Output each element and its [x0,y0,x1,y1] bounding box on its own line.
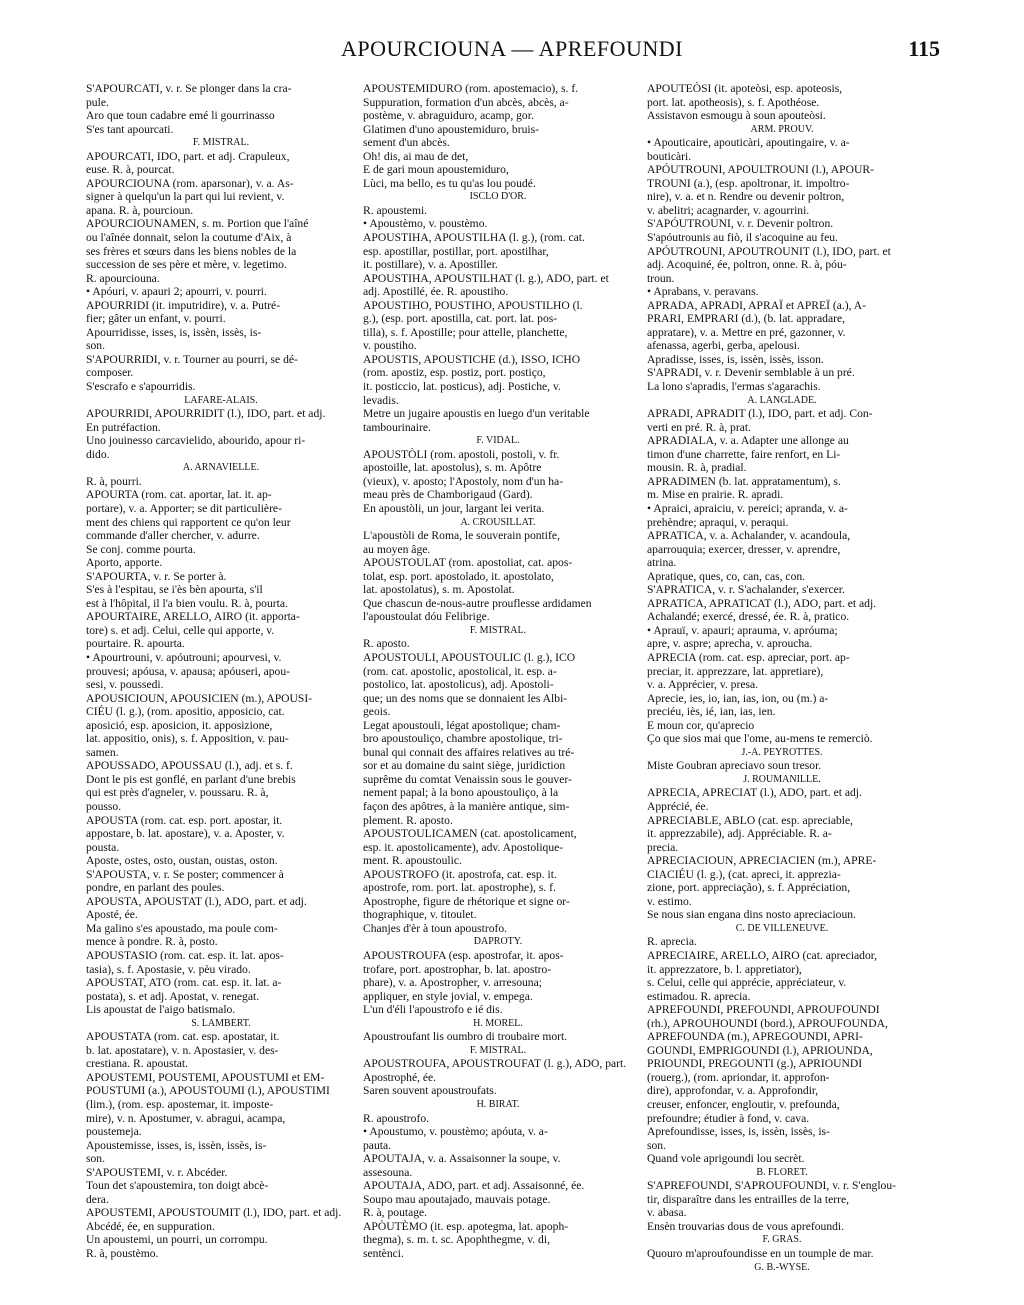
entry-line: l'apoustoulat dóu Felibrige. [363,610,490,624]
entry-line: postata), s. et adj. Apostat, v. renegat. [86,989,260,1003]
entry-line: En putréfaction. [86,420,161,434]
entry-line: E moun cor, qu'aprecio [647,718,755,732]
entry-line: mire), v. n. Apostumer, v. abragui, acampa, [86,1111,286,1125]
entry-line: R. à, poustèmo. [86,1247,159,1261]
entry-line: APOUSSADO, APOUSSAU (l.), adj. et s. f. [86,759,293,773]
entry-line: tir, disparaître dans les entrailles de la terre, [647,1192,850,1206]
entry-line: suprême du comtat Venaissin sous le gouver- [363,772,572,786]
entry-line: Aporto, apporte. [86,556,163,570]
entry-line: APOUSTOULAT (rom. apostoliat, cat. apos- [363,556,573,570]
entry-line: thographique, v. titoulet. [363,908,477,922]
entry-line: Apoustroufant lis oumbro di troubaire mort. [363,1030,568,1044]
entry-line: pourtaire. R. apourta. [86,637,185,651]
entry-line: APOUSTROUFA (esp. apostrofar, it. apos- [363,949,564,962]
entry-line: prouvesi; apóusa, v. apausa; apóuseri, apou- [86,664,291,678]
entry-line: S'APOURRIDI, v. r. Tourner au pourri, se dé- [86,352,298,366]
entry-line: E de gari moun apoustemiduro, [363,163,509,177]
entry-line: apostrofe, rom. port. lat. apostrophe), s. f. [363,881,556,895]
entry-line: apana. R. à, pourcioun. [86,203,194,217]
entry-line: tolat, esp. port. apostolado, it. apostolato, [363,569,554,583]
entry-line: poustemeja. [86,1125,142,1139]
entry-line: Ensèn trouvarias dous de vous aprefoundi. [647,1219,845,1233]
entry-line: trofare, port. apostrophar, b. lat. apostro- [363,962,552,976]
entry-line: R. aprecia. [647,935,697,949]
entry-line: S'APREFOUNDI, S'APROUFOUNDI, v. r. S'englou- [647,1179,897,1193]
entry-line: Abcédé, ée, en suppuration. [86,1219,215,1233]
entry-line: CIACIÉU (l. g.), (cat. apreci, it. apprezia- [647,867,841,881]
entry-line: APOUSTAT, ATO (rom. cat. esp. it. lat. a- [86,976,282,990]
entry-line: F. MISTRAL. [469,624,527,636]
entry-line: • Aprauï, v. apauri; aprauma, v. apróuma; [647,623,838,637]
entry-line: J. ROUMANILLE. [743,773,821,785]
entry-line: verti en pré. R. à, prat. [647,420,751,434]
entry-line: (rh.), APROUHOUNDI (bord.), APROUFOUNDA, [647,1016,888,1030]
entry-line: • Apoustumo, v. poustèmo; apóuta, v. a- [363,1125,548,1139]
entry-line: v. poustiho. [363,339,417,353]
entry-line: tambourinaire. [363,420,431,434]
entry-line: APOUTAJA, v. a. Assaisonner la soupe, v. [363,1152,561,1166]
entry-line: esp. apostillar, postillar, port. apostilhar, [363,244,549,258]
entry-line: PRIOUNDI, PREGOUNTI (g.), APRIOUNDI [647,1057,863,1071]
entry-line: Soupo mau apoutajado, mauvais potage. [363,1192,551,1206]
entry-line: preciar, it. apprezzare, lat. appretiare), [647,664,824,678]
entry-line: mousin. R. à, pradial. [647,461,747,475]
entry-line: (rom. apostiz, esp. postiz, port. postiço, [363,366,546,380]
entry-line: APÓUTROUNI, APOULTROUNI (l.), APOUR- [647,163,874,177]
entry-line: La lono s'apradis, l'ermas s'agarachis. [647,380,821,394]
entry-line: Que chascun de-nous-autre prouflesse ardidamen [363,596,592,610]
entry-line: APOUSTROFO (it. apostrofa, cat. esp. it. [363,867,557,881]
entry-line: it. apprezzatore, b. l. appretiator), [647,962,802,976]
entry-line: fier; gâter un enfant, v. pourri. [86,312,226,326]
entry-line: (lim.), (rom. esp. apostemar, it. imposte- [86,1098,274,1112]
entry-line: levadis. [363,393,399,407]
entry-line: J.-A. PEYROTTES. [741,746,823,758]
entry-line: it. posticcio, lat. posticus), adj. Postiche, v. [363,380,561,394]
entry-line: G. B.-WYSE. [754,1261,810,1273]
entry-line: apre, v. aspre; aprecha, v. aproucha. [647,637,813,651]
entry-line: LAFARE-ALAIS. [184,394,258,406]
entry-line: creuser, enfoncer, engloutir, v. prefounda, [647,1098,840,1112]
entry-line: Ço que sios mai que l'ome, au-mens te remerciò. [647,732,873,746]
entry-line: DAPROTY. [473,936,523,948]
entry-line: C. DE VILLENEUVE. [735,922,829,934]
entry-line: S'es tant apourcati. [86,122,174,136]
entry-line: L'un d'éli l'apoustrofo e ié dis. [363,1003,503,1017]
entry-line: S'es à l'espitau, se i'ès bèn apourta, s'il [86,583,263,597]
entry-line: H. BIRAT. [476,1099,520,1111]
entry-line: precia. [647,840,679,854]
entry-line: Apratique, ques, co, can, cas, con. [647,569,806,583]
entry-line: Quand vole aprigoundi lou secrèt. [647,1152,805,1166]
entry-line: S'apóutrounis au fiò, il s'acoquine au feu. [647,231,838,245]
entry-line: • Apourtrouni, v. apóutrouni; apourvesi, v. [86,650,282,664]
entry-line: L'apoustòli de Roma, le souverain pontife, [363,529,560,543]
entry-line: H. MOREL. [473,1017,523,1029]
entry-line: Ma galino s'es apoustado, ma poule com- [86,921,278,935]
entry-line: APOURCATI, IDO, part. et adj. Crapuleux, [86,149,290,163]
column-left [86,82,356,1261]
column-right [647,82,917,1274]
entry-line: sesi, v. poussedi. [86,678,164,692]
entry-line: nire), v. a. et n. Rendre ou devenir poltron, [647,190,845,204]
entry-line: CIÉU (l. g.), (rom. apositio, apposicio, cat. [86,705,285,719]
entry-line: S'APOURTA, v. r. Se porter à. [86,569,227,583]
entry-line: Apprécié, ée. [647,799,709,813]
entry-line: troun. [647,271,675,285]
entry-line: Lùci, ma bello, es tu qu'as lou poudé. [363,176,536,190]
entry-line: façon des apôtres, à la manière antique, sim- [363,799,570,813]
entry-line: Apradisse, isses, is, issèn, issès, isson. [647,352,824,366]
entry-line: APOUSTA, APOUSTAT (l.), ADO, part. et adj. [86,894,307,908]
entry-line: APÓUTROUNI, APOUTROUNIT (l.), IDO, part. et [647,244,891,258]
entry-line: afenassa, agerbi, gerba, apelousi. [647,339,800,353]
entry-line: estimadou. R. aprecia. [647,989,751,1003]
entry-line: qui est près d'agneler, v. poussaru. R. à, [86,786,269,800]
entry-line: APRECIA, APRECIAT (l.), ADO, part. et adj. [647,786,862,800]
entry-line: Apourridisse, isses, is, issèn, issès, is- [86,325,262,339]
entry-line: m. Mise en prairie. R. apradi. [647,488,784,502]
entry-line: APRATICA, v. a. Achalander, v. acandoula, [647,529,851,543]
entry-line: APOURTA (rom. cat. aportar, lat. it. ap- [86,488,272,502]
entry-line: • Aprabans, v. peravans. [647,285,759,299]
entry-line: thegma), s. m. t. sc. Apophthegme, v. di, [363,1233,550,1247]
entry-line: R. apourciouna. [86,271,160,285]
entry-line: A. LANGLADE. [747,394,817,406]
entry-line: R. apoustemi. [363,203,428,217]
entry-line: phare), v. a. Apostropher, v. arresouna; [363,976,542,990]
entry-line: it. apprezzabile), adj. Appréciable. R. a- [647,827,832,841]
entry-line: son. [647,1138,667,1152]
entry-line: (vieux), v. aposto; l'Apostoly, nom d'un ha- [363,474,564,488]
entry-line: sement d'un abcès. [363,136,450,150]
entry-line: APOUSTÒLI (rom. apostoli, postoli, v. fr. [363,447,560,461]
entry-line: Assistavon esmougu à soun apouteòsi. [647,109,826,123]
entry-line: APRECIAIRE, ARELLO, AIRO (cat. apreciador, [647,949,878,962]
entry-line: tasia), s. f. Apostasie, v. pèu virado. [86,962,251,976]
entry-line: S'APRADI, v. r. Devenir semblable à un pré. [647,366,855,380]
entry-line: b. lat. apostatare), v. n. Apostasier, v. des- [86,1043,279,1057]
entry-line: Quouro m'aproufoundisse en un toumple de mar. [647,1247,874,1261]
entry-line: esp. it. apostolicamente), adv. Apostolique- [363,840,564,854]
entry-line: R. apoustrofo. [363,1111,430,1125]
entry-line: Metre un jugaire apoustis en luego d'un veritable [363,407,590,421]
entry-line: Apostrophé, ée. [363,1070,437,1084]
entry-line: aparrouquia; exercer, dresser, v. aprendre, [647,542,841,556]
entry-line: F. MISTRAL. [192,137,250,149]
entry-line: v. abelitri; acagnarder, v. agourrini. [647,203,810,217]
entry-line: euse. R. à, pourcat. [86,163,175,177]
entry-line: est à l'hôpital, il l'a bien voulu. R. à, pourta. [86,596,288,610]
column-middle [363,82,633,1261]
entry-line: F. VIDAL. [476,435,520,447]
entry-line: En apoustòli, un jour, largant lei verita. [363,501,545,515]
entry-line: APRADIALA, v. a. Adapter une allonge au [647,434,849,448]
entry-line: TROUNI (a.), (esp. apoltronar, it. impoltro- [647,176,850,190]
entry-line: APOURRIDI (it. imputridire), v. a. Putré- [86,298,281,312]
entry-line: plement. R. aposto. [363,813,453,827]
entry-line: APREFOUNDA (m.), APREGOUNDI, APRI- [647,1030,863,1044]
page-header [84,36,940,66]
entry-line: APOURRIDI, APOURRIDIT (l.), IDO, part. et adj. [86,407,326,421]
entry-line: dera. [86,1192,109,1206]
entry-line: APOUSTATA (rom. cat. esp. apostatar, it. [86,1030,280,1044]
entry-line: A. CROUSILLAT. [460,516,536,528]
entry-line: APOURTAIRE, ARELLO, AIRO (it. apporta- [86,610,300,624]
entry-line: tore) s. et adj. Celui, celle qui apporte, v. [86,623,275,637]
entry-line: commande d'aller chercher, v. adurre. [86,529,260,543]
running-title: APOURCIOUNA — APREFOUNDI [340,36,684,61]
entry-line: s. Celui, celle qui apprécie, appréciateur, v. [647,976,847,990]
entry-line: APRADA, APRADI, APRAÏ et APREÏ (a.), A- [647,298,867,312]
entry-line: POUSTUMI (a.), APOUSTOUMI (l.), APOUSTIMI [86,1084,330,1098]
entry-line: timon d'une charrette, faire renfort, en Li- [647,447,841,461]
entry-line: au moyen âge. [363,542,431,556]
entry-line: adj. Acoquiné, ée, poltron, onne. R. à, póu- [647,258,847,272]
entry-line: son. [86,339,106,353]
entry-line: Dont le pis est gonflé, en parlant d'une brebis [86,772,296,786]
entry-line: ment des chiens qui rapportent ce qu'on leur [86,515,291,529]
entry-line: F. GRAS. [762,1234,802,1246]
entry-line: APOUSTASIO (rom. cat. esp. it. lat. apos- [86,949,284,962]
entry-line: S'APOUSTA, v. r. Se poster; commencer à [86,867,284,881]
entry-line: tilla), s. f. Apostille; pour attelle, planchette, [363,325,568,339]
entry-line: Lis apoustat de l'aigo batismalo. [86,1003,236,1017]
entry-line: • Apraici, apraiciu, v. pereici; apranda, v. a- [647,501,848,515]
entry-line: S'escrafo e s'apourridis. [86,380,196,394]
entry-line: APOUSTIS, APOUSTICHE (d.), ISSO, ICHO [363,352,581,366]
entry-line: atrina. [647,556,677,570]
entry-line: apostoille, lat. apostolus), s. m. Apôtre [363,461,542,475]
entry-line: composer. [86,366,134,380]
entry-line: R. aposto. [363,637,410,651]
entry-line: ment. R. apoustoulic. [363,854,462,868]
entry-line: • Apóuri, v. apauri 2; apourri, v. pourri. [86,285,267,299]
entry-line: postème, v. abraguiduro, acamp, gor. [363,109,534,123]
entry-line: Un apoustemi, un pourri, un corrompu. [86,1233,268,1247]
entry-line: APOUSTEMI, APOUSTOUMIT (l.), IDO, part. et adj. [86,1206,342,1220]
entry-line: Miste Goubran apreciavo soun tresor. [647,759,822,773]
entry-line: APOUSTIHA, APOUSTILHA (l. g.), (rom. cat. [363,231,585,245]
entry-line: bouticàri. [647,149,692,163]
entry-line: Aposté, ée. [86,908,138,922]
entry-line: APRECIACIOUN, APRECIACIEN (m.), APRE- [647,854,877,868]
entry-line: S'APOURCATI, v. r. Se plonger dans la cra- [86,82,292,95]
entry-line: appliquer, en style jovial, v. empega. [363,989,533,1003]
entry-line: prehèndre; apraqui, v. peraqui. [647,515,789,529]
entry-line: adj. Apostillé, ée. R. apoustiho. [363,285,509,299]
entry-line: PRARI, EMPRARI (d.), (b. lat. appradare, [647,312,846,326]
entry-line: APRADI, APRADIT (l.), IDO, part. et adj. Con- [647,407,873,421]
entry-line: APRECIA (rom. cat. esp. apreciar, port. ap- [647,650,850,664]
entry-line: APOUSTOULI, APOUSTOULIC (l. g.), ICO [363,650,576,664]
entry-line: signer à quelqu'un la part qui lui revient, v. [86,190,285,204]
entry-line: ses frères et sœurs dans les biens nobles de la [86,244,297,258]
entry-line: S'APRATICA, v. r. S'achalander, s'exercer. [647,583,845,597]
entry-line: Apoustemisse, isses, is, issèn, issès, is- [86,1138,267,1152]
entry-line: pondre, en parlant des poules. [86,881,225,895]
entry-line: A. ARNAVIELLE. [182,462,260,474]
entry-line: • Apoustèmo, v. poustèmo. [363,217,488,231]
entry-line: GOUNDI, EMPRIGOUNDI (l.), APRIOUNDA, [647,1043,873,1057]
entry-line: zione, port. appreciação), s. f. Appréciation, [647,881,851,895]
entry-line: Achalandé; exercé, dressé, ée. R. à, pratico. [647,610,850,624]
entry-line: (rom. cat. apostolic, apostolical, it. esp. a- [363,664,557,678]
entry-line: v. estimo. [647,894,692,908]
entry-line: ISCLO D'OR. [469,191,527,203]
entry-line: son. [86,1152,106,1166]
entry-line: Oh! dis, ai mau de det, [363,149,469,163]
entry-line: Aposte, ostes, osto, oustan, oustas, oston. [86,854,278,868]
entry-line: mence à pondre. R. à, posto. [86,935,218,949]
entry-line: (rouerg.), (rom. apriondar, it. approfon- [647,1070,830,1084]
entry-line: APOUTAJA, ADO, part. et adj. Assaisonné, ée. [363,1179,585,1193]
entry-line: APOUSTA (rom. cat. esp. port. apostar, it. [86,813,283,827]
entry-line: APOURCIOUNA (rom. aparsonar), v. a. As- [86,176,294,190]
entry-line: preciéu, iès, ié, ian, ias, ien. [647,705,776,719]
entry-line: lat. appositio, onis), s. f. Apposition, v. pau- [86,732,289,746]
entry-line: assesouna. [363,1165,413,1179]
entry-line: B. FLORET. [756,1166,808,1178]
entry-line: APRADIMEN (b. lat. appratamentum), s. [647,474,841,488]
entry-line: APOUSTIHA, APOUSTILHAT (l. g.), ADO, part. et [363,271,609,285]
entry-line: Apostrophe, figure de rhétorique et signe or- [363,894,570,908]
entry-line: R. à, pourri. [86,474,142,488]
entry-line: APOUSTIHO, POUSTIHO, APOUSTILHO (l. [363,298,583,312]
entry-line: Uno jouinesso carcavielido, abourido, apour ri- [86,434,306,448]
entry-line: APOUSTROUFA, APOUSTROUFAT (l. g.), ADO, part. [363,1057,627,1071]
entry-line: ou l'aînée donnait, selon la coutume d'Aix, à [86,231,292,245]
entry-line: R. à, poutage. [363,1206,428,1220]
entry-line: pule. [86,95,109,109]
entry-line: aposició, esp. aposicion, it. apposizione, [86,718,273,732]
entry-line: Se conj. comme pourta. [86,542,196,556]
entry-line: pousso. [86,799,122,813]
entry-line: S'APÓUTROUNI, v. r. Devenir poltron. [647,217,834,231]
entry-line: S'APOUSTEMI, v. r. Abcéder. [86,1165,228,1179]
entry-line: Toun det s'apoustemira, ton doigt abcè- [86,1179,269,1193]
entry-line: Aro que toun cadabre emé li gourrinasso [86,109,275,123]
entry-line: Aprefoundisse, isses, is, issèn, issès, is- [647,1125,830,1139]
entry-line: ARM. PROUV. [750,123,814,135]
entry-line: F. MISTRAL. [469,1044,527,1056]
entry-line: v. abasa. [647,1206,687,1220]
entry-line: dire), approfondar, v. a. Approfondir, [647,1084,819,1098]
entry-line: g.), (esp. port. apostilla, cat. port. lat. pos- [363,312,558,326]
entry-line: Suppuration, formation d'un abcès, abcès, a- [363,95,569,109]
page-number: 115 [908,36,940,61]
entry-line: bunal qui connait des affaires relatives au tré- [363,745,575,759]
entry-line: APOUSICIOUN, APOUSICIEN (m.), APOUSI- [86,691,313,705]
entry-line: samen. [86,745,119,759]
entry-line: APÒUTÈMO (it. esp. apotegma, lat. apoph- [363,1219,569,1233]
entry-line: portare), v. a. Apporter; se dit particulière- [86,501,282,515]
entry-line: lat. apostolatus), s. m. Apostolat. [363,583,515,597]
entry-line: APRATICA, APRATICAT (l.), ADO, part. et adj. [647,596,877,610]
entry-line: sentènci. [363,1247,404,1261]
entry-line: pauta. [363,1138,392,1152]
entry-line: APOUSTOULICAMEN (cat. apostolicament, [363,827,577,841]
entry-line: postolico, lat. apostolicus), adj. Apostoli- [363,678,554,692]
entry-line: Saren souvent apoustroufats. [363,1084,497,1098]
entry-line: S. LAMBERT. [191,1017,251,1029]
entry-line: APOURCIOUNAMEN, s. m. Portion que l'aîné [86,217,309,231]
entry-line: Se nous sian engana dins nosto apreciacioun. [647,908,856,922]
entry-line: Glatimen d'uno apoustemiduro, bruis- [363,122,539,136]
entry-line: port. lat. apotheosis), s. f. Apothéose. [647,95,820,109]
entry-line: APOUSTEMIDURO (rom. apostemacio), s. f. [363,82,579,95]
entry-line: bro apoustouliço, chambre apostolique, tri- [363,732,563,746]
entry-line: sor et au domaine du saint siège, juridiction [363,759,566,773]
entry-line: nement papal; à la bono apoustouliço, à la [363,786,559,800]
entry-line: Legat apoustouli, légat apostolique; cham- [363,718,561,732]
entry-line: APREFOUNDI, PREFOUNDI, APROUFOUNDI [647,1003,880,1017]
entry-line: geois. [363,705,391,719]
entry-line: appostare, b. lat. apostare), v. a. Aposter, v. [86,827,285,841]
entry-line: succession de ses père et mère, v. legetimo. [86,258,287,272]
entry-line: it. postillare), v. a. Apostiller. [363,258,498,272]
entry-line: que; un des noms que se donnaient les Albi- [363,691,568,705]
entry-line: • Apouticaire, apouticàri, apoutingaire, v. a- [647,136,850,150]
entry-line: meau près de Chamborigaud (Gard). [363,488,533,502]
entry-line: pousta. [86,840,120,854]
entry-line: appratare), v. a. Mettre en pré, gazonner, v. [647,325,846,339]
entry-line: prefoundre; étudier à fond, v. cava. [647,1111,810,1125]
entry-line: v. a. Apprécier, v. presa. [647,678,759,692]
entry-line: APOUSTEMI, POUSTEMI, APOUSTUMI et EM- [86,1070,325,1084]
entry-line: Chanjes d'èr à toun apoustrofo. [363,921,508,935]
entry-line: APRECIABLE, ABLO (cat. esp. apreciable, [647,813,854,827]
entry-line: dido. [86,447,110,461]
entry-line: Aprecie, ies, io, ian, ias, ion, ou (m.) a- [647,691,829,705]
entry-line: APOUTEÒSI (it. apoteòsi, esp. apoteosis, [647,82,843,95]
entry-line: crestiana. R. apoustat. [86,1057,189,1071]
